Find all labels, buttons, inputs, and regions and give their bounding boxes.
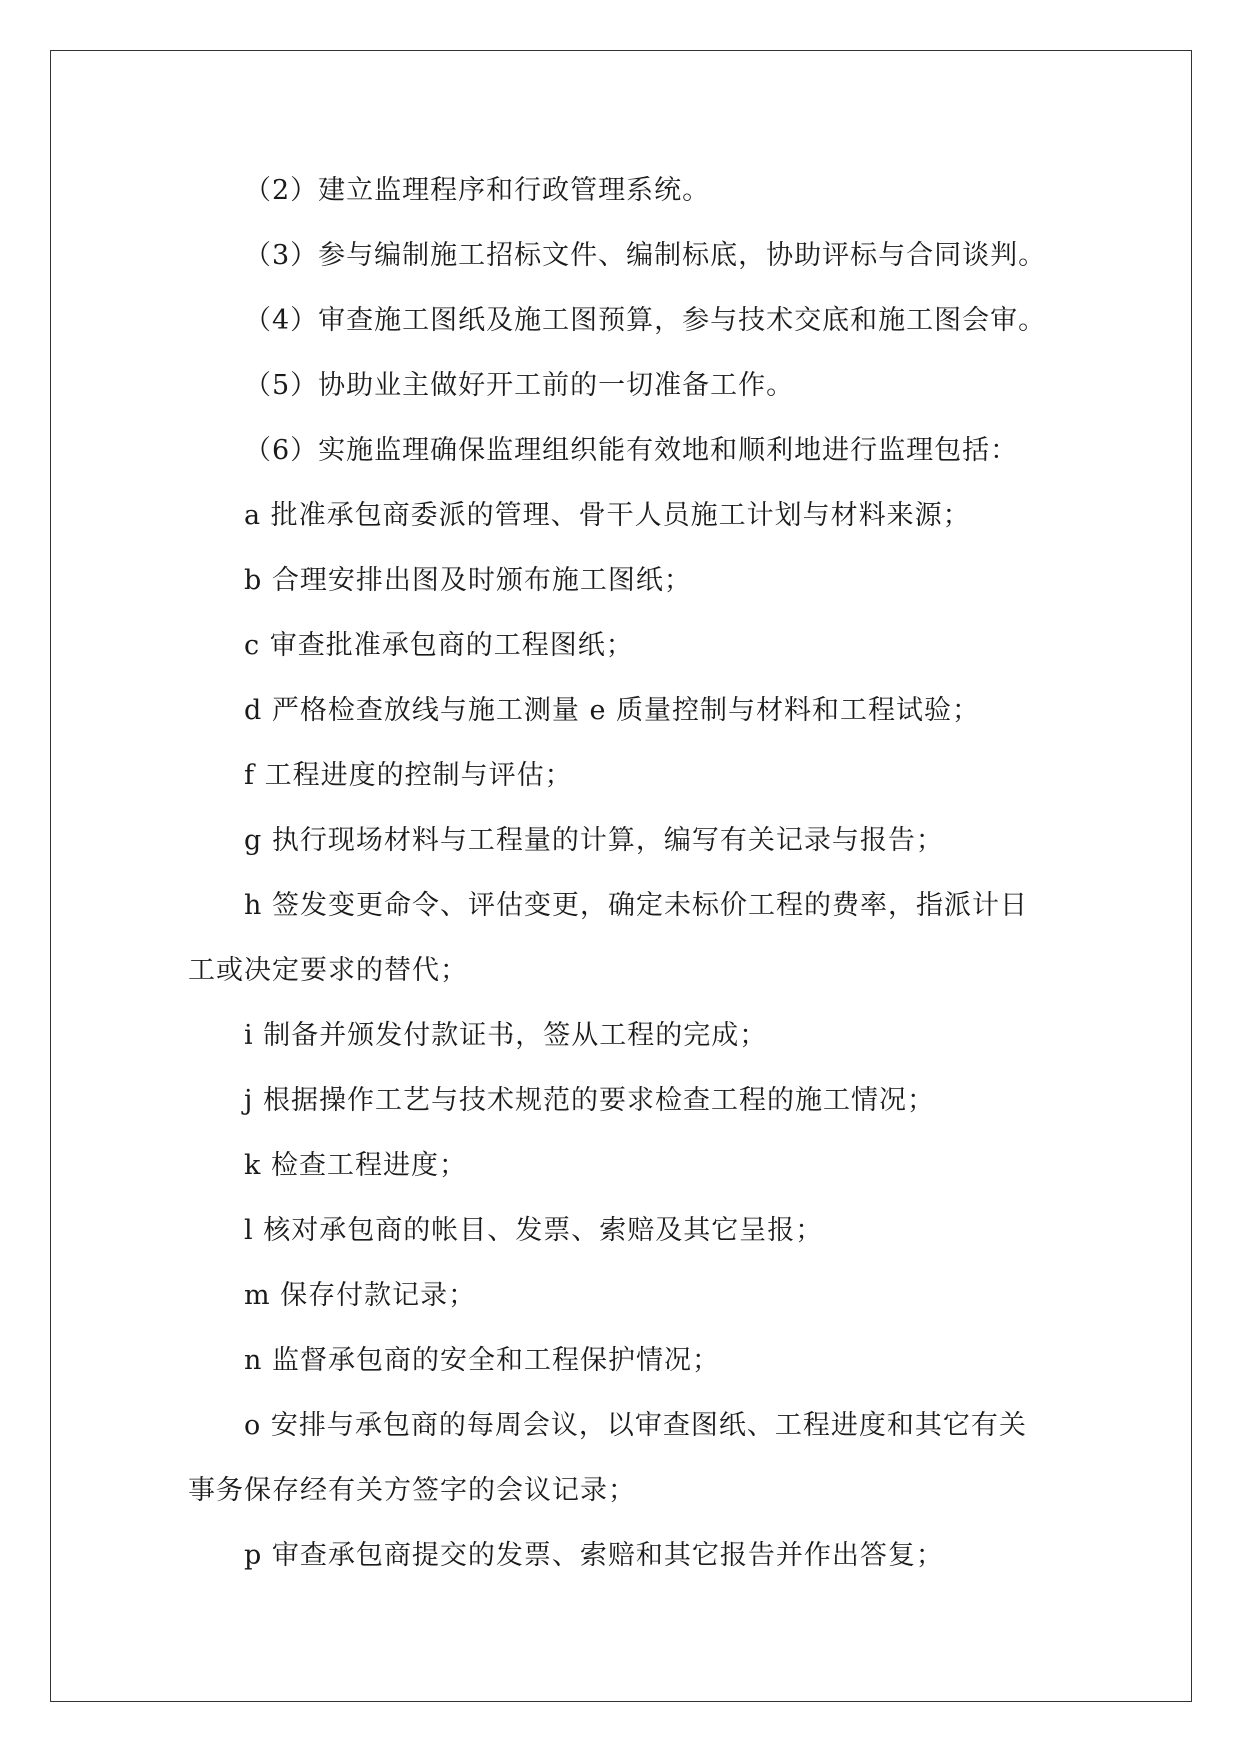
item-5: （5）协助业主做好开工前的一切准备工作。 [244,370,795,401]
sub-item-m: m 保存付款记录； [244,1280,477,1311]
sub-item-o: o 安排与承包商的每周会议，以审查图纸、工程进度和其它有关 [244,1410,1027,1441]
sub-item-i: i 制备并颁发付款证书，签从工程的完成； [244,1020,768,1051]
sub-item-c: c 审查批准承包商的工程图纸； [244,630,634,661]
item-3: （3）参与编制施工招标文件、编制标底，协助评标与合同谈判。 [244,240,1047,271]
sub-item-k: k 检查工程进度； [244,1150,467,1181]
sub-item-p: p 审查承包商提交的发票、索赔和其它报告并作出答复； [244,1540,944,1571]
sub-item-b: b 合理安排出图及时颁布施工图纸； [244,565,692,596]
sub-item-a: a 批准承包商委派的管理、骨干人员施工计划与材料来源； [244,500,971,531]
sub-item-f: f 工程进度的控制与评估； [244,760,573,791]
document-body [188,158,1068,1588]
sub-item-j: j 根据操作工艺与技术规范的要求检查工程的施工情况； [244,1085,935,1116]
sub-item-h: h 签发变更命令、评估变更，确定未标价工程的费率，指派计日 [244,890,1028,921]
sub-item-l: l 核对承包商的帐目、发票、索赔及其它呈报； [244,1215,824,1246]
item-2: （2）建立监理程序和行政管理系统。 [244,175,711,206]
sub-item-d-e: d 严格检查放线与施工测量 e 质量控制与材料和工程试验； [244,695,981,726]
sub-item-o-continued: 事务保存经有关方签字的会议记录； [188,1475,636,1506]
sub-item-g: g 执行现场材料与工程量的计算，编写有关记录与报告； [244,825,944,856]
item-4: （4）审查施工图纸及施工图预算，参与技术交底和施工图会审。 [244,305,1047,336]
sub-item-h-continued: 工或决定要求的替代； [188,955,468,986]
item-6: （6）实施监理确保监理组织能有效地和顺利地进行监理包括： [244,435,1019,466]
sub-item-n: n 监督承包商的安全和工程保护情况； [244,1345,720,1376]
